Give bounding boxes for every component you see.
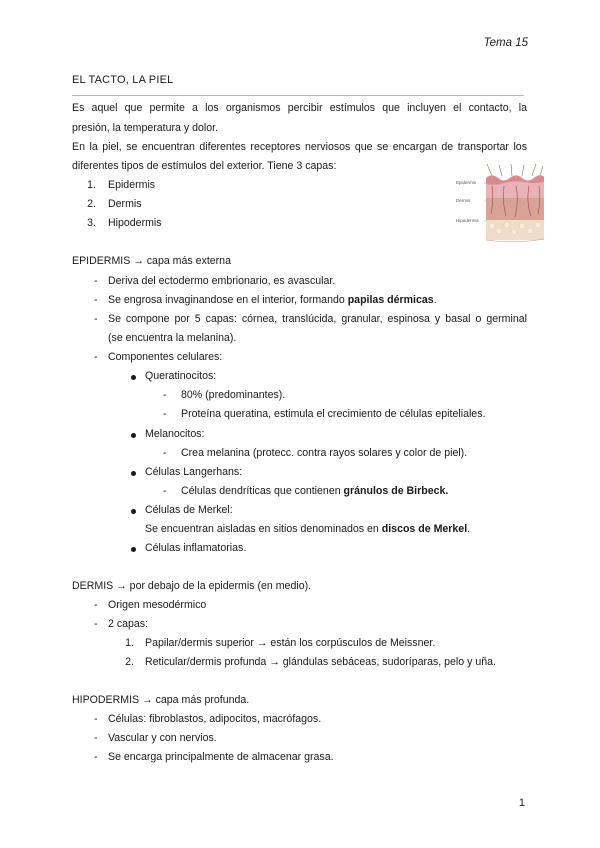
figure-label: Dermis xyxy=(456,198,471,203)
title-divider xyxy=(72,95,524,96)
sub-sub-item: Células dendríticas que contienen gránulos de Birbeck. xyxy=(181,485,449,497)
skin-cross-section-illustration xyxy=(484,164,544,244)
bold-term: discos de Merkel xyxy=(381,523,468,535)
sub-sub-item: Proteína queratina, estimula el crecimiento de células epiteliales. xyxy=(181,408,486,420)
list-item: 2 capas: xyxy=(108,618,149,630)
intro-line-1: Es aquel que permite a los organismos percibir estímulos que incluyen el contacto, la xyxy=(72,102,527,114)
list-item: Células: fibroblastos, adipocitos, macrófagos. xyxy=(108,713,322,725)
list-number: 2. xyxy=(125,656,134,668)
dash-marker: - xyxy=(94,313,98,325)
dash-marker: - xyxy=(163,389,167,401)
bullet-marker xyxy=(131,471,136,476)
bold-term: papilas dérmicas xyxy=(347,294,434,306)
list-item: Dermis xyxy=(108,198,142,210)
dash-marker: - xyxy=(94,294,98,306)
dash-marker: - xyxy=(94,618,98,630)
dash-marker: - xyxy=(163,485,167,497)
sub-item: Melanocitos: xyxy=(145,428,205,440)
figure-label: Epidermis xyxy=(456,180,477,185)
section-title: EL TACTO, LA PIEL xyxy=(72,74,174,86)
bold-term: gránulos de Birbeck. xyxy=(343,485,449,497)
bullet-marker xyxy=(131,375,136,380)
list-item: Se encarga principalmente de almacenar grasa. xyxy=(108,751,334,763)
list-number: 1. xyxy=(87,179,96,191)
list-item: Hipodermis xyxy=(108,217,162,229)
dash-marker: - xyxy=(163,447,167,459)
intro-line-3: En la piel, se encuentran diferentes receptores nerviosos que se encargan de transportar los xyxy=(72,141,527,153)
figure-label: Hipodermis xyxy=(456,218,479,223)
list-item-continued: (se encuentra la melanina). xyxy=(108,332,237,344)
sub-item: Células inflamatorias. xyxy=(145,542,247,554)
list-number: 1. xyxy=(125,637,134,649)
page-number: 1 xyxy=(518,797,525,809)
sub-item: Queratinocitos: xyxy=(145,370,217,382)
dash-marker: - xyxy=(94,351,98,363)
sub-item: Células Langerhans: xyxy=(145,466,243,478)
dash-marker: - xyxy=(94,713,98,725)
epidermis-heading: EPIDERMIS → capa más externa xyxy=(72,255,231,267)
sub-item: Reticular/dermis profunda → glándulas sebáceas, sudoríparas, pelo y uña. xyxy=(145,656,496,668)
dash-marker: - xyxy=(94,275,98,287)
list-item: Componentes celulares: xyxy=(108,351,223,363)
intro-line-4: diferentes tipos de estímulos del exterior. Tiene 3 capas: xyxy=(72,160,337,172)
hipodermis-heading: HIPODERMIS → capa más profunda. xyxy=(72,694,250,706)
list-item: Se compone por 5 capas: córnea, translúcida, granular, espinosa y basal o germinal xyxy=(108,313,527,325)
dash-marker: - xyxy=(94,599,98,611)
sub-sub-item: 80% (predominantes). xyxy=(181,389,286,401)
sub-sub-item: Crea melanina (protecc. contra rayos solares y color de piel). xyxy=(181,447,468,459)
list-item: Origen mesodérmico xyxy=(108,599,207,611)
bullet-marker xyxy=(131,509,136,514)
sub-item: Papilar/dermis superior → están los corpúsculos de Meissner. xyxy=(145,637,436,649)
list-number: 3. xyxy=(87,217,96,229)
intro-line-2: presión, la temperatura y dolor. xyxy=(72,122,219,134)
sub-item: Células de Merkel: xyxy=(145,504,233,516)
dermis-heading: DERMIS → por debajo de la epidermis (en medio). xyxy=(72,580,312,592)
sub-item-continued: Se encuentran aisladas en sitios denominados en discos de Merkel. xyxy=(145,523,471,535)
list-item: Deriva del ectodermo embrionario, es avascular. xyxy=(108,275,336,287)
list-item: Se engrosa invaginandose en el interior, formando papilas dérmicas. xyxy=(108,294,437,306)
bullet-marker xyxy=(131,433,136,438)
dash-marker: - xyxy=(94,732,98,744)
list-item: Epidermis xyxy=(108,179,156,191)
dash-marker: - xyxy=(94,751,98,763)
page-label: Tema 15 xyxy=(483,37,528,49)
bullet-marker xyxy=(131,547,136,552)
dash-marker: - xyxy=(163,408,167,420)
list-item: Vascular y con nervios. xyxy=(108,732,217,744)
list-number: 2. xyxy=(87,198,96,210)
